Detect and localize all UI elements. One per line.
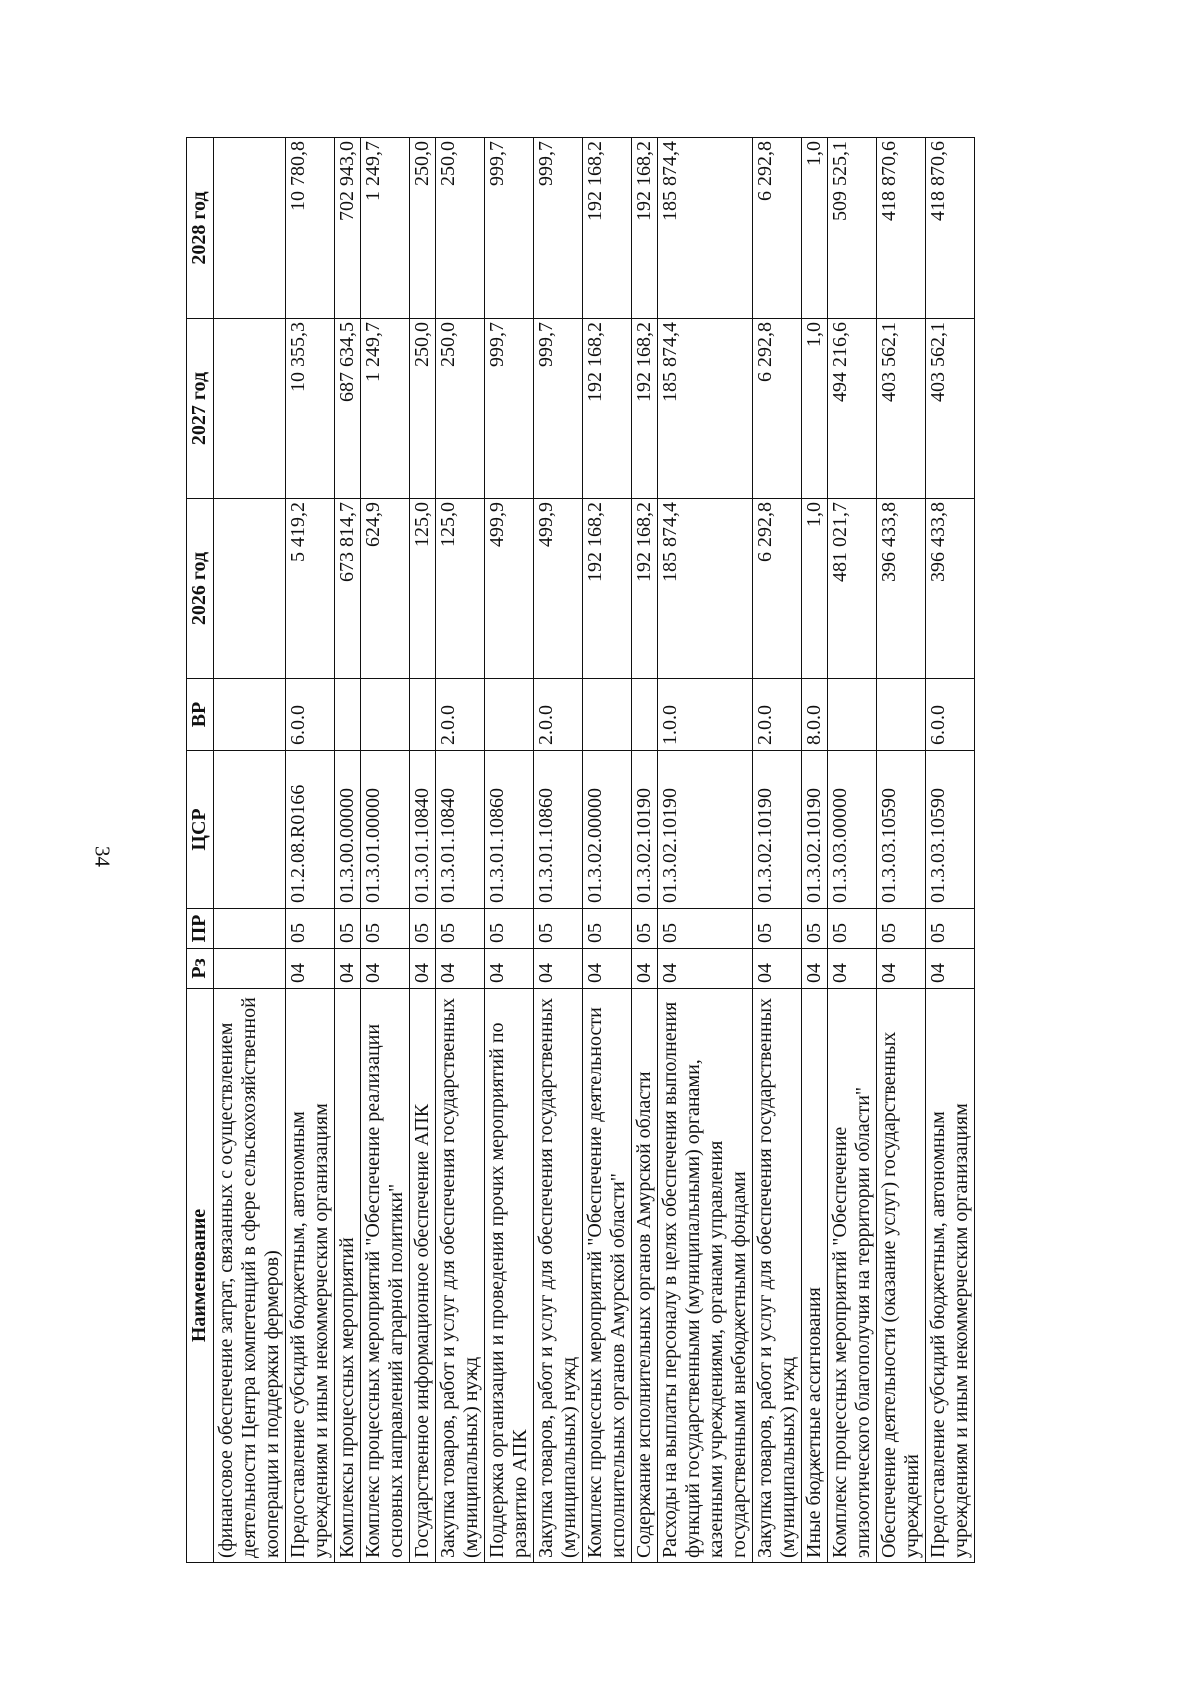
cell-2027: 192 168,2 bbox=[632, 319, 658, 499]
cell-name: Предоставление субсидий бюджетным, автономным учреждениям и иным некоммерческим организациям bbox=[286, 989, 335, 1563]
cell-pr: 05 bbox=[753, 909, 802, 949]
cell-vr: 2.0.0 bbox=[436, 679, 485, 751]
cell-name: Содержание исполнительных органов Амурской области bbox=[632, 989, 658, 1563]
cell-vr bbox=[214, 679, 286, 751]
table-row bbox=[436, 138, 485, 1563]
cell-pr: 05 bbox=[534, 909, 583, 949]
cell-name: (финансовое обеспечение затрат, связанных с осуществлением деятельности Центра компетенций в сфере сельскохозяйственной кооперации и поддержки фермеров) bbox=[214, 989, 286, 1563]
cell-name: Поддержка организации и проведения прочих мероприятий по развитию АПК bbox=[485, 989, 534, 1563]
cell-csr bbox=[214, 751, 286, 909]
cell-csr: 01.3.01.00000 bbox=[361, 751, 410, 909]
cell-2028: 418 870,6 bbox=[877, 138, 926, 319]
cell-rz: 04 bbox=[485, 949, 534, 989]
cell-name: Закупка товаров, работ и услуг для обеспечения государственных (муниципальных) нужд bbox=[534, 989, 583, 1563]
header-pr: ПР bbox=[187, 909, 214, 949]
cell-2028: 999,7 bbox=[534, 138, 583, 319]
header-2027: 2027 год bbox=[187, 319, 214, 499]
table-row bbox=[485, 138, 534, 1563]
cell-vr: 1.0.0 bbox=[658, 679, 753, 751]
cell-2028: 250,0 bbox=[436, 138, 485, 319]
cell-csr: 01.3.02.10190 bbox=[632, 751, 658, 909]
cell-rz: 04 bbox=[926, 949, 975, 989]
header-csr: ЦСР bbox=[187, 751, 214, 909]
cell-name: Закупка товаров, работ и услуг для обеспечения государственных (муниципальных) нужд bbox=[436, 989, 485, 1563]
cell-pr: 05 bbox=[828, 909, 877, 949]
cell-2026: 192 168,2 bbox=[583, 499, 632, 679]
cell-csr: 01.3.02.10190 bbox=[753, 751, 802, 909]
table-row bbox=[658, 138, 753, 1563]
cell-2026: 396 433,8 bbox=[877, 499, 926, 679]
cell-vr bbox=[361, 679, 410, 751]
cell-rz: 04 bbox=[658, 949, 753, 989]
cell-name: Комплекс процессных мероприятий "Обеспечение эпизоотического благополучия на территории области" bbox=[828, 989, 877, 1563]
cell-2028: 999,7 bbox=[485, 138, 534, 319]
cell-pr: 05 bbox=[658, 909, 753, 949]
cell-2027: 250,0 bbox=[436, 319, 485, 499]
cell-vr: 2.0.0 bbox=[753, 679, 802, 751]
cell-csr: 01.3.01.10860 bbox=[534, 751, 583, 909]
cell-rz: 04 bbox=[583, 949, 632, 989]
cell-2027: 403 562,1 bbox=[877, 319, 926, 499]
cell-2028: 1,0 bbox=[802, 138, 828, 319]
page-number: 34 bbox=[90, 846, 115, 867]
cell-2026: 1,0 bbox=[802, 499, 828, 679]
cell-2027: 10 355,3 bbox=[286, 319, 335, 499]
header-name: Наименование bbox=[187, 989, 214, 1563]
cell-csr: 01.3.02.10190 bbox=[658, 751, 753, 909]
cell-csr: 01.3.02.00000 bbox=[583, 751, 632, 909]
cell-2028: 6 292,8 bbox=[753, 138, 802, 319]
cell-csr: 01.3.01.10840 bbox=[410, 751, 436, 909]
cell-2026: 499,9 bbox=[534, 499, 583, 679]
cell-name: Комплекс процессных мероприятий "Обеспечение деятельности исполнительных органов Амурской области" bbox=[583, 989, 632, 1563]
cell-pr: 05 bbox=[877, 909, 926, 949]
cell-name: Иные бюджетные ассигнования bbox=[802, 989, 828, 1563]
header-vr: ВР bbox=[187, 679, 214, 751]
cell-vr bbox=[410, 679, 436, 751]
cell-name: Комплекс процессных мероприятий "Обеспечение реализации основных направлений аграрной политики" bbox=[361, 989, 410, 1563]
cell-name: Комплексы процессных мероприятий bbox=[335, 989, 361, 1563]
table-row bbox=[410, 138, 436, 1563]
cell-rz: 04 bbox=[534, 949, 583, 989]
cell-rz: 04 bbox=[286, 949, 335, 989]
cell-vr: 6.0.0 bbox=[926, 679, 975, 751]
cell-vr: 8.0.0 bbox=[802, 679, 828, 751]
table-header-row bbox=[187, 138, 214, 1563]
table-row bbox=[802, 138, 828, 1563]
cell-pr: 05 bbox=[632, 909, 658, 949]
cell-2027: 1 249,7 bbox=[361, 319, 410, 499]
cell-csr: 01.3.01.10860 bbox=[485, 751, 534, 909]
cell-vr bbox=[828, 679, 877, 751]
table-row bbox=[877, 138, 926, 1563]
cell-2028: 1 249,7 bbox=[361, 138, 410, 319]
cell-name: Государственное информационное обеспечение АПК bbox=[410, 989, 436, 1563]
cell-name: Предоставление субсидий бюджетным, автономным учреждениям и иным некоммерческим организациям bbox=[926, 989, 975, 1563]
cell-rz: 04 bbox=[632, 949, 658, 989]
cell-2028: 192 168,2 bbox=[583, 138, 632, 319]
cell-vr: 2.0.0 bbox=[534, 679, 583, 751]
budget-table bbox=[186, 137, 975, 1563]
header-rz: Рз bbox=[187, 949, 214, 989]
cell-rz: 04 bbox=[335, 949, 361, 989]
header-2028: 2028 год bbox=[187, 138, 214, 319]
cell-2027: 999,7 bbox=[534, 319, 583, 499]
cell-rz: 04 bbox=[361, 949, 410, 989]
cell-2028: 192 168,2 bbox=[632, 138, 658, 319]
cell-name: Обеспечение деятельности (оказание услуг) государственных учреждений bbox=[877, 989, 926, 1563]
cell-vr bbox=[877, 679, 926, 751]
cell-pr: 05 bbox=[485, 909, 534, 949]
cell-pr: 05 bbox=[335, 909, 361, 949]
cell-2028: 702 943,0 bbox=[335, 138, 361, 319]
cell-vr bbox=[632, 679, 658, 751]
cell-2026: 125,0 bbox=[410, 499, 436, 679]
cell-pr: 05 bbox=[410, 909, 436, 949]
cell-rz bbox=[214, 949, 286, 989]
cell-2027 bbox=[214, 319, 286, 499]
cell-2027: 6 292,8 bbox=[753, 319, 802, 499]
cell-vr bbox=[335, 679, 361, 751]
cell-2026: 396 433,8 bbox=[926, 499, 975, 679]
table-row bbox=[753, 138, 802, 1563]
cell-2026 bbox=[214, 499, 286, 679]
cell-csr: 01.3.01.10840 bbox=[436, 751, 485, 909]
table-row bbox=[361, 138, 410, 1563]
cell-2026: 6 292,8 bbox=[753, 499, 802, 679]
cell-csr: 01.3.03.10590 bbox=[877, 751, 926, 909]
cell-2027: 403 562,1 bbox=[926, 319, 975, 499]
cell-rz: 04 bbox=[877, 949, 926, 989]
cell-rz: 04 bbox=[436, 949, 485, 989]
cell-rz: 04 bbox=[410, 949, 436, 989]
cell-2026: 185 874,4 bbox=[658, 499, 753, 679]
cell-rz: 04 bbox=[753, 949, 802, 989]
cell-pr bbox=[214, 909, 286, 949]
cell-2026: 481 021,7 bbox=[828, 499, 877, 679]
table-row bbox=[286, 138, 335, 1563]
cell-csr: 01.3.00.00000 bbox=[335, 751, 361, 909]
cell-csr: 01.3.02.10190 bbox=[802, 751, 828, 909]
cell-pr: 05 bbox=[802, 909, 828, 949]
cell-2026: 624,9 bbox=[361, 499, 410, 679]
table-row bbox=[926, 138, 975, 1563]
cell-rz: 04 bbox=[802, 949, 828, 989]
table-row bbox=[335, 138, 361, 1563]
cell-2028: 509 525,1 bbox=[828, 138, 877, 319]
cell-2027: 185 874,4 bbox=[658, 319, 753, 499]
cell-2027: 192 168,2 bbox=[583, 319, 632, 499]
cell-2026: 192 168,2 bbox=[632, 499, 658, 679]
cell-2026: 673 814,7 bbox=[335, 499, 361, 679]
cell-pr: 05 bbox=[436, 909, 485, 949]
cell-2027: 687 634,5 bbox=[335, 319, 361, 499]
table-row bbox=[214, 138, 286, 1563]
cell-vr bbox=[485, 679, 534, 751]
cell-2028: 185 874,4 bbox=[658, 138, 753, 319]
rotated-table-container bbox=[186, 138, 975, 1563]
table-row bbox=[534, 138, 583, 1563]
cell-2027: 999,7 bbox=[485, 319, 534, 499]
cell-2028: 10 780,8 bbox=[286, 138, 335, 319]
cell-2027: 1,0 bbox=[802, 319, 828, 499]
cell-csr: 01.3.03.00000 bbox=[828, 751, 877, 909]
cell-pr: 05 bbox=[583, 909, 632, 949]
cell-2027: 494 216,6 bbox=[828, 319, 877, 499]
table-row bbox=[828, 138, 877, 1563]
cell-2028: 418 870,6 bbox=[926, 138, 975, 319]
cell-name: Закупка товаров, работ и услуг для обеспечения государственных (муниципальных) нужд bbox=[753, 989, 802, 1563]
cell-pr: 05 bbox=[926, 909, 975, 949]
cell-2028: 250,0 bbox=[410, 138, 436, 319]
cell-2026: 499,9 bbox=[485, 499, 534, 679]
cell-vr bbox=[583, 679, 632, 751]
cell-2027: 250,0 bbox=[410, 319, 436, 499]
table-row bbox=[583, 138, 632, 1563]
cell-csr: 01.2.08.R0166 bbox=[286, 751, 335, 909]
header-2026: 2026 год bbox=[187, 499, 214, 679]
cell-pr: 05 bbox=[286, 909, 335, 949]
cell-2026: 5 419,2 bbox=[286, 499, 335, 679]
cell-csr: 01.3.03.10590 bbox=[926, 751, 975, 909]
cell-2028 bbox=[214, 138, 286, 319]
cell-2026: 125,0 bbox=[436, 499, 485, 679]
table-row bbox=[632, 138, 658, 1563]
cell-pr: 05 bbox=[361, 909, 410, 949]
cell-vr: 6.0.0 bbox=[286, 679, 335, 751]
cell-name: Расходы на выплаты персоналу в целях обеспечения выполнения функций государственными (муниципальными) органами, казенными учреждениями, органами управления государственными внебюджетными фондами bbox=[658, 989, 753, 1563]
cell-rz: 04 bbox=[828, 949, 877, 989]
